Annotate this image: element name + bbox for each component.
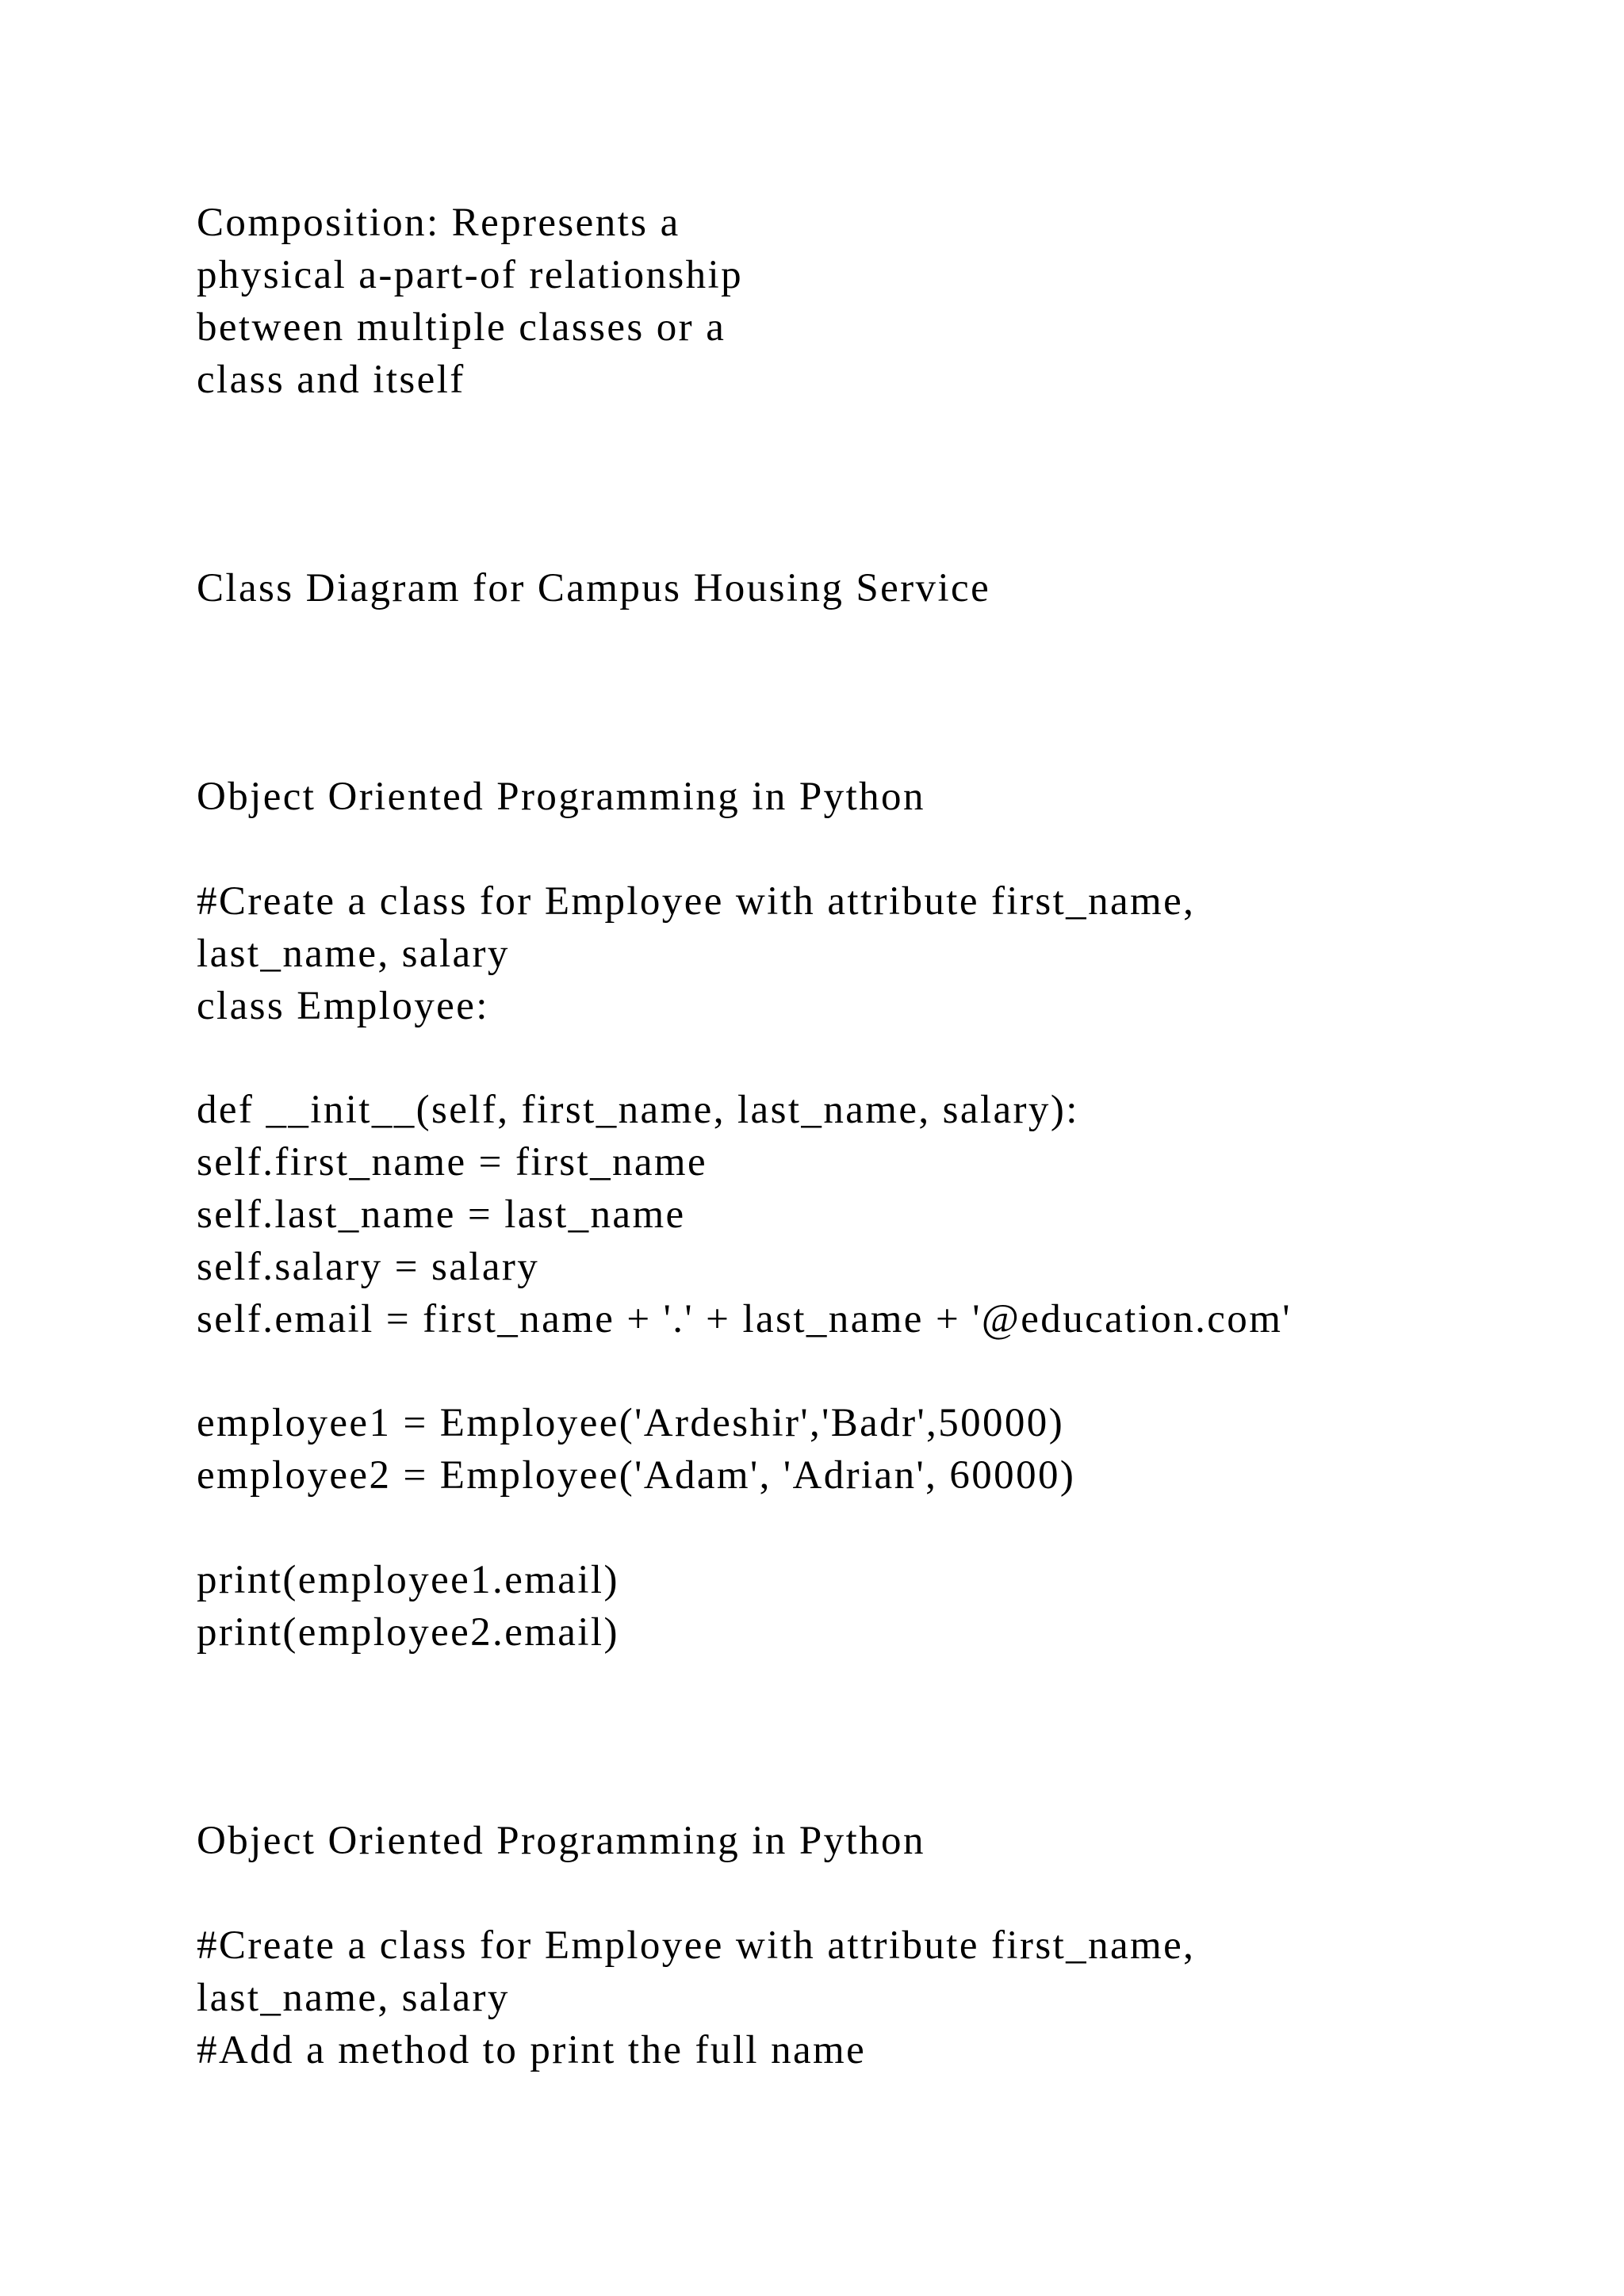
print-employee2-email: print(employee2.email)	[197, 1610, 619, 1655]
assign-first-name: self.first_name = first_name	[197, 1140, 708, 1184]
section1-comment-line-1: #Create a class for Employee with attribute first_name,	[197, 879, 1196, 924]
assign-email: self.email = first_name + '.' + last_name + '@education.com'	[197, 1297, 1292, 1341]
section2-comment-line-1: #Create a class for Employee with attribute first_name,	[197, 1923, 1196, 1968]
composition-line-3: between multiple classes or a	[197, 305, 726, 350]
assign-salary: self.salary = salary	[197, 1245, 540, 1289]
section1-heading: Object Oriented Programming in Python	[197, 775, 925, 819]
employee1-instance: employee1 = Employee('Ardeshir','Badr',50000)	[197, 1401, 1065, 1445]
assign-last-name: self.last_name = last_name	[197, 1192, 686, 1237]
init-definition: def __init__(self, first_name, last_name, salary):	[197, 1088, 1079, 1132]
class-diagram-title: Class Diagram for Campus Housing Service	[197, 566, 991, 610]
employee2-instance: employee2 = Employee('Adam', 'Adrian', 60000)	[197, 1453, 1076, 1498]
section2-comment-line-3: #Add a method to print the full name	[197, 2028, 867, 2072]
print-employee1-email: print(employee1.email)	[197, 1558, 619, 1602]
section1-comment-line-2: last_name, salary	[197, 932, 510, 976]
composition-line-1: Composition: Represents a	[197, 201, 680, 245]
composition-line-4: class and itself	[197, 358, 465, 402]
composition-line-2: physical a-part-of relationship	[197, 253, 744, 297]
section2-comment-line-2: last_name, salary	[197, 1976, 510, 2020]
section2-heading: Object Oriented Programming in Python	[197, 1819, 925, 1863]
class-definition: class Employee:	[197, 984, 489, 1028]
